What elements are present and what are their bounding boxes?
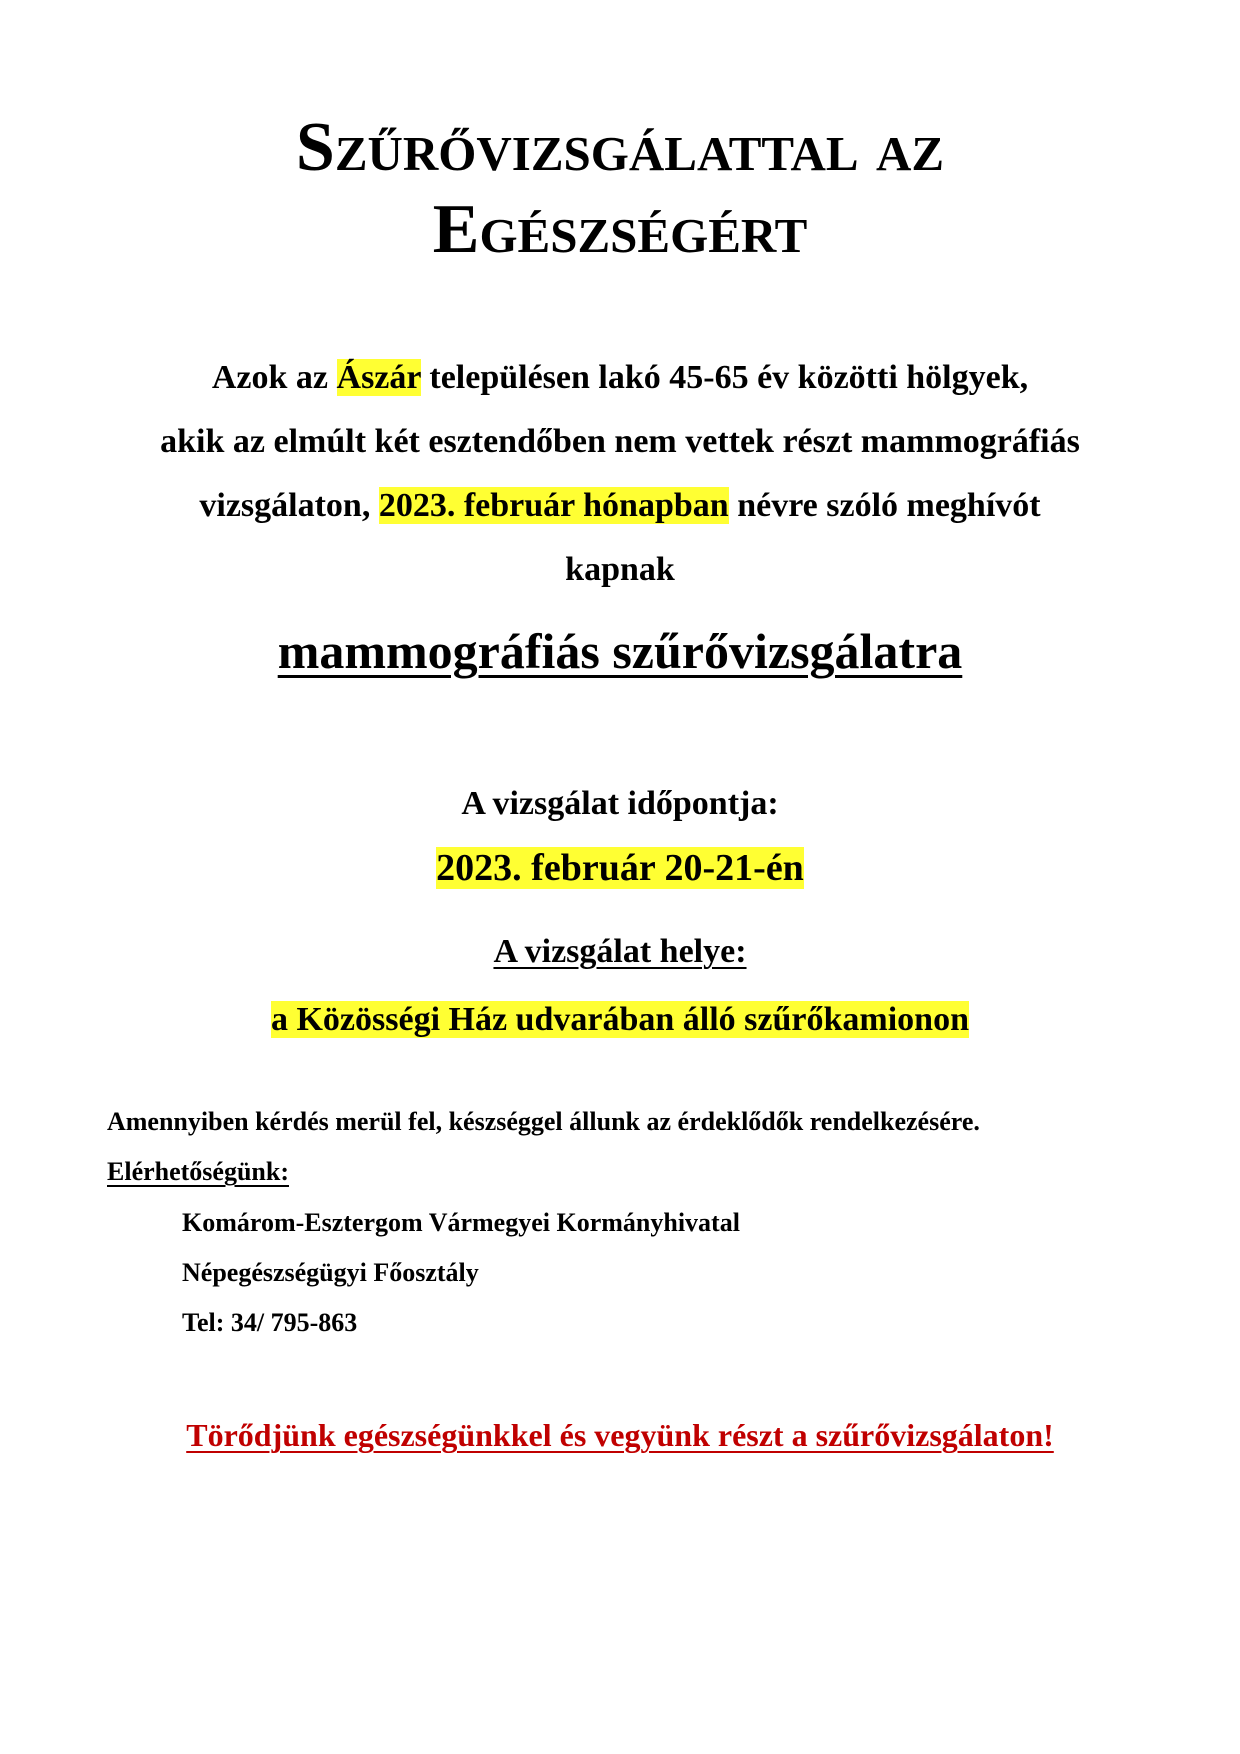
intro-line-3-end: névre szóló meghívót bbox=[728, 487, 1041, 524]
month-highlight: 2023. február hónapban bbox=[378, 487, 729, 524]
intro-line-2: akik az elmúlt két esztendőben nem vettek részt mammográfiás bbox=[160, 423, 1080, 460]
closing-slogan: Törődjünk egészségünkkel és vegyünk részt a szűrővizsgálaton! bbox=[186, 1417, 1054, 1453]
place-value-row bbox=[0, 1000, 1240, 1040]
place-value: a Közösségi Ház udvarában álló szűrőkamionon bbox=[270, 1001, 969, 1038]
place-highlight: Ászár bbox=[336, 359, 421, 396]
title-line-2: Egészségért bbox=[432, 191, 808, 268]
contact-dept: Népegészségügyi Főosztály bbox=[182, 1258, 479, 1287]
date-value-row bbox=[0, 845, 1240, 891]
date-value: 2023. február 20-21-én bbox=[436, 847, 804, 889]
exam-type-heading bbox=[0, 622, 1240, 680]
contact-org: Komárom-Esztergom Vármegyei Kormányhivatal bbox=[182, 1208, 740, 1237]
intro-line-4: kapnak bbox=[565, 551, 675, 588]
date-label: A vizsgálat időpontja: bbox=[461, 785, 779, 822]
intro-line-1 bbox=[0, 358, 1240, 398]
contact-note: Amennyiben kérdés merül fel, készséggel állunk az érdeklődők rendelkezésére. bbox=[107, 1107, 980, 1136]
intro-line-3-start: vizsgálaton, bbox=[199, 487, 379, 524]
contact-heading: Elérhetőségünk: bbox=[107, 1157, 289, 1186]
place-label-row bbox=[0, 932, 1240, 972]
intro-line-1-start: Azok az bbox=[211, 359, 337, 396]
title-line-1: Szűrővizsgálattal az bbox=[295, 109, 945, 186]
intro-line-1-end: településen lakó 45-65 év közötti hölgyek, bbox=[420, 359, 1029, 396]
place-label: A vizsgálat helye: bbox=[493, 933, 747, 970]
contact-phone: Tel: 34/ 795-863 bbox=[182, 1308, 358, 1337]
exam-type-text: mammográfiás szűrővizsgálatra bbox=[277, 623, 963, 679]
intro-line-3 bbox=[0, 486, 1240, 526]
